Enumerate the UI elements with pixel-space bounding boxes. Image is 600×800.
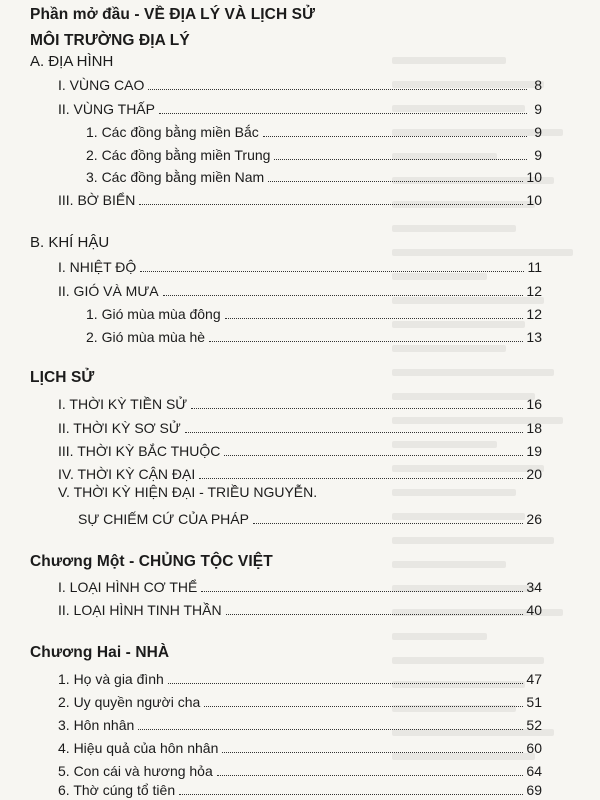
chapter-two-heading: Chương Hai - NHÀ xyxy=(30,644,170,661)
history-heading: LỊCH SỬ xyxy=(30,369,95,386)
toc-entry: 2. Gió mùa mùa hè 13 xyxy=(86,329,542,345)
chapter-one-heading: Chương Một - CHỦNG TỘC VIỆT xyxy=(30,553,273,570)
toc-entry: I. LOẠI HÌNH CƠ THỂ 34 xyxy=(58,579,542,595)
toc-entry: II. THỜI KỲ SƠ SỬ 18 xyxy=(58,420,542,436)
toc-entry: SỰ CHIẾM CỨ CỦA PHÁP 26 xyxy=(78,511,542,527)
toc-entry-line: V. THỜI KỲ HIỆN ĐẠI - TRIỀU NGUYỄN. xyxy=(58,484,318,500)
toc-entry: II. VÙNG THẤP 9 xyxy=(58,101,542,117)
intro-heading: Phần mở đầu - VỀ ĐỊA LÝ VÀ LỊCH SỬ xyxy=(30,6,316,23)
toc-entry: III. THỜI KỲ BẮC THUỘC 19 xyxy=(58,443,542,459)
toc-entry: 1. Các đồng bằng miền Bắc 9 xyxy=(86,124,542,140)
toc-entry: I. VÙNG CAO 8 xyxy=(58,77,542,93)
toc-entry: II. LOẠI HÌNH TINH THẦN 40 xyxy=(58,602,542,618)
toc-entry: I. NHIỆT ĐỘ 11 xyxy=(58,259,542,275)
toc-entry: I. THỜI KỲ TIỀN SỬ 16 xyxy=(58,396,542,412)
env-heading: MÔI TRƯỜNG ĐỊA LÝ xyxy=(30,32,190,49)
toc-entry: 2. Uy quyền người cha 51 xyxy=(58,694,542,710)
toc-entry: III. BỜ BIỂN 10 xyxy=(58,192,542,208)
toc-entry: IV. THỜI KỲ CẬN ĐẠI 20 xyxy=(58,466,542,482)
section-b-heading: B. KHÍ HẬU xyxy=(30,234,110,251)
toc-entry: 1. Họ và gia đình 47 xyxy=(58,671,542,687)
toc-entry: 6. Thờ cúng tổ tiên 69 xyxy=(58,782,542,798)
toc-entry: 1. Gió mùa mùa đông 12 xyxy=(86,306,542,322)
section-a-heading: A. ĐỊA HÌNH xyxy=(30,53,114,70)
toc-entry: 3. Các đồng bằng miền Nam 10 xyxy=(86,169,542,185)
toc-entry: 4. Hiệu quả của hôn nhân 60 xyxy=(58,740,542,756)
toc-entry: II. GIÓ VÀ MƯA 12 xyxy=(58,283,542,299)
toc-entry: 5. Con cái và hương hỏa 64 xyxy=(58,763,542,779)
toc-entry: 2. Các đồng bằng miền Trung 9 xyxy=(86,147,542,163)
toc-entry: 3. Hôn nhân 52 xyxy=(58,717,542,733)
